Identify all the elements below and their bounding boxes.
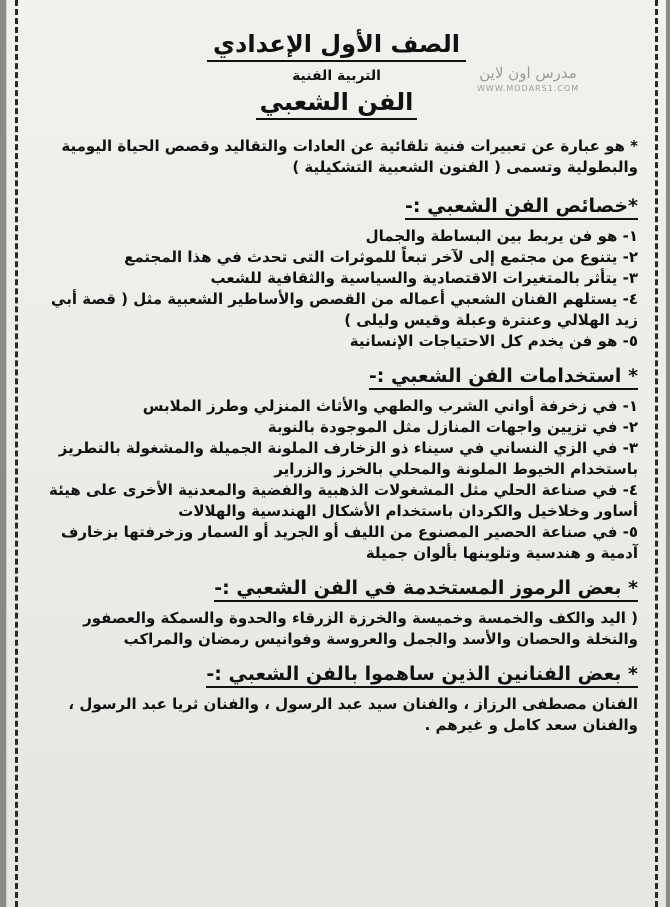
list-item: ٥- في صناعة الحصير المصنوع من الليف أو الجريد أو السمار وزخرفتها بزخارف آدمية و هندسية وتلوينها بألوان جميلة [60, 523, 638, 562]
intro-paragraph: * هو عبارة عن تعبيرات فنية تلقائية عن العادات والتقاليد وقصص الحياة اليومية والبطولية وتسمى ( الفنون الشعبية التشكيلية ) [61, 137, 638, 176]
symbols-paragraph: ( اليد والكف والخمسة وخميسة والخرزة الزرقاء والحدوة والسمكة والعصفور والنخلة والحصان والأسد والجمل والعروسة وفوانيس رمضان والمراكب [83, 609, 638, 648]
list-item: ٥- هو فن يخدم كل الاحتياجات الإنسانية [349, 332, 638, 350]
grade-title: الصف الأول الإعدادي [207, 30, 466, 62]
symbols-heading: * بعض الرموز المستخدمة في الفن الشعبي :- [214, 578, 638, 602]
watermark-name: مدرس اون لاين [479, 64, 577, 82]
watermark-url: WWW.MODARS1.COM [477, 84, 580, 93]
list-item: ١- هو فن يربط بين البساطة والجمال [365, 227, 638, 245]
lesson-title: الفن الشعبي [256, 88, 418, 120]
list-item: ٣- في الزي النساني في سيناء ذو الزخارف الملونة الجميلة والمشغولة بالتطريز باستخدام الخيوط الملونة والمحلي بالخرز والزراير [58, 439, 638, 478]
document-body [37, 136, 638, 736]
subject-title: التربية الفنية [292, 68, 381, 84]
artists-heading: * بعض الفنانين الذين ساهموا بالفن الشعبي :- [206, 664, 638, 688]
list-item: ٣- يتأثر بالمتغيرات الاقتصادية والسياسية والثقافية للشعب [210, 269, 638, 287]
left-dashed-border [15, 0, 18, 907]
list-item: ١- في زخرفة أواني الشرب والطهي والأثاث المنزلي وطرز الملابس [142, 397, 638, 415]
list-item: ٢- يتنوع من مجتمع إلى لآخر تبعاً للموثرات التى تحدث في هذا المجتمع [124, 248, 638, 266]
watermark-logo [477, 64, 579, 93]
list-item: ٤- في صناعة الحلي مثل المشغولات الذهبية والفضية والمعدنية الأخرى على هيئة أساور وخلاخيل والكردان باستخدام الأشكال الهندسية والهلالات [48, 481, 638, 520]
characteristics-list [37, 226, 638, 352]
uses-list [37, 396, 638, 564]
artists-paragraph: الفنان مصطفى الرزاز ، والفنان سيد عبد الرسول ، والفنان ثريا عبد الرسول ، والفنان سعد كامل و غيرهم . [68, 695, 638, 734]
list-item: ٤- يستلهم الفنان الشعبي أعماله من القصص والأساطير الشعبية مثل ( قصة أبي زيد الهلالي وعنترة وعبلة وقيس وليلى ) [51, 290, 638, 329]
uses-heading: * استخدامات الفن الشعبي :- [369, 366, 638, 390]
characteristics-heading: *خصائص الفن الشعبي :- [405, 196, 638, 220]
list-item: ٢- في تزيين واجهات المنازل مثل الموجودة بالنوبة [267, 418, 638, 436]
right-dashed-border [655, 0, 658, 907]
document-page [6, 0, 666, 907]
